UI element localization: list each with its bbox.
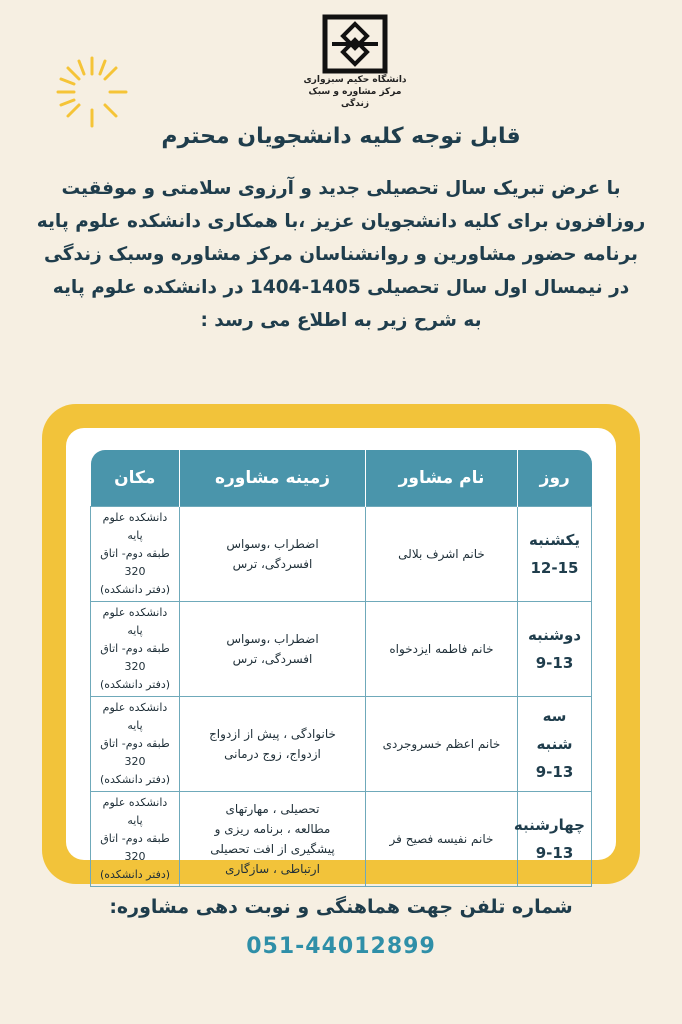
day-time: 9-13 [535, 653, 574, 672]
field-line: مطالعه ، برنامه ریزی و [214, 821, 331, 836]
field-line: افسردگی، ترس [232, 556, 313, 571]
day-time: 9-13 [535, 843, 574, 862]
field-line: خانوادگی ، پیش از ازدواج [209, 726, 336, 741]
university-emblem-icon [322, 14, 388, 74]
intro-line: در نیمسال اول سال تحصیلی 1405-1404 در دانشکده علوم پایه [52, 277, 630, 298]
intro-line: روزافزون برای کلیه دانشجویان عزیز ،با همکاری دانشکده علوم پایه [36, 211, 646, 232]
table-row [91, 696, 592, 791]
intro-line: با عرض تبریک سال تحصیلی جدید و آرزوی سلامتی و موفقیت [61, 178, 621, 199]
day-cell [518, 601, 592, 696]
place-line: (دفتر دانشکده) [99, 867, 171, 881]
day-cell [518, 696, 592, 791]
header-counselor: نام مشاور [366, 450, 518, 506]
day-time: 12-15 [530, 558, 579, 577]
place-line: دانشکده علوم پایه [102, 700, 168, 732]
place-line: (دفتر دانشکده) [99, 677, 171, 691]
day-name: یکشنبه [529, 530, 580, 549]
field-line: تحصیلی ، مهارتهای [225, 801, 320, 816]
logo-line-2: مرکز مشاوره و سبک زندگی [308, 87, 402, 109]
field-line: افسردگی، ترس [232, 651, 313, 666]
sun-burst-icon [52, 52, 132, 132]
day-time: 9-13 [535, 762, 574, 781]
field-line: ارتباطی ، سازگاری [225, 861, 320, 876]
field-line: پیشگیری از افت تحصیلی [210, 841, 335, 856]
intro-line: به شرح زیر به اطلاع می رسد : [200, 310, 482, 331]
counselor-cell: خانم اعظم خسروجردی [366, 696, 518, 791]
place-line: طبقه دوم- اتاق 320 [100, 641, 170, 673]
intro-paragraph [28, 172, 654, 337]
place-line: دانشکده علوم پایه [102, 605, 168, 637]
field-cell [180, 506, 366, 601]
table-row [91, 601, 592, 696]
counselor-cell: خانم اشرف بلالی [366, 506, 518, 601]
place-line: طبقه دوم- اتاق 320 [100, 831, 170, 863]
day-name: سه شنبه [536, 706, 573, 753]
place-cell [91, 791, 180, 886]
place-line: دانشکده علوم پایه [102, 510, 168, 542]
logo-line-1: دانشگاه حکیم سبزواری [303, 75, 407, 85]
day-cell [518, 506, 592, 601]
day-name: دوشنبه [527, 625, 582, 644]
day-name: چهارشنبه [513, 815, 585, 834]
field-line: ازدواج، زوج درمانی [224, 746, 321, 761]
university-logo [300, 14, 410, 110]
schedule-card [66, 428, 616, 881]
field-cell [180, 791, 366, 886]
place-cell [91, 696, 180, 791]
schedule-table [90, 450, 592, 887]
field-cell [180, 696, 366, 791]
place-cell [91, 601, 180, 696]
counselor-cell: خانم فاطمه ایزدخواه [366, 601, 518, 696]
place-line: (دفتر دانشکده) [99, 772, 171, 786]
place-line: (دفتر دانشکده) [99, 582, 171, 596]
header-day: روز [518, 450, 592, 506]
place-cell [91, 506, 180, 601]
field-cell [180, 601, 366, 696]
table-row [91, 791, 592, 886]
contact-phone[interactable]: 051-44012899 [246, 934, 436, 959]
field-line: اضطراب ،وسواس [226, 631, 319, 646]
field-line: اضطراب ،وسواس [226, 536, 319, 551]
counselor-cell: خانم نفیسه فصیح فر [366, 791, 518, 886]
header-place: مکان [91, 450, 180, 506]
place-line: طبقه دوم- اتاق 320 [100, 736, 170, 768]
place-line: طبقه دوم- اتاق 320 [100, 546, 170, 578]
table-row [91, 506, 592, 601]
day-cell [513, 791, 592, 886]
schedule-frame [42, 404, 640, 884]
page-title: قابل توجه کلیه دانشجویان محترم [161, 124, 521, 149]
place-line: دانشکده علوم پایه [102, 795, 168, 827]
contact-label: شماره تلفن جهت هماهنگی و نوبت دهی مشاوره: [109, 896, 573, 918]
header-field: زمینه مشاوره [180, 450, 366, 506]
intro-line: برنامه حضور مشاورین و روانشناسان مرکز مشاوره وسبک زندگی [44, 244, 638, 265]
